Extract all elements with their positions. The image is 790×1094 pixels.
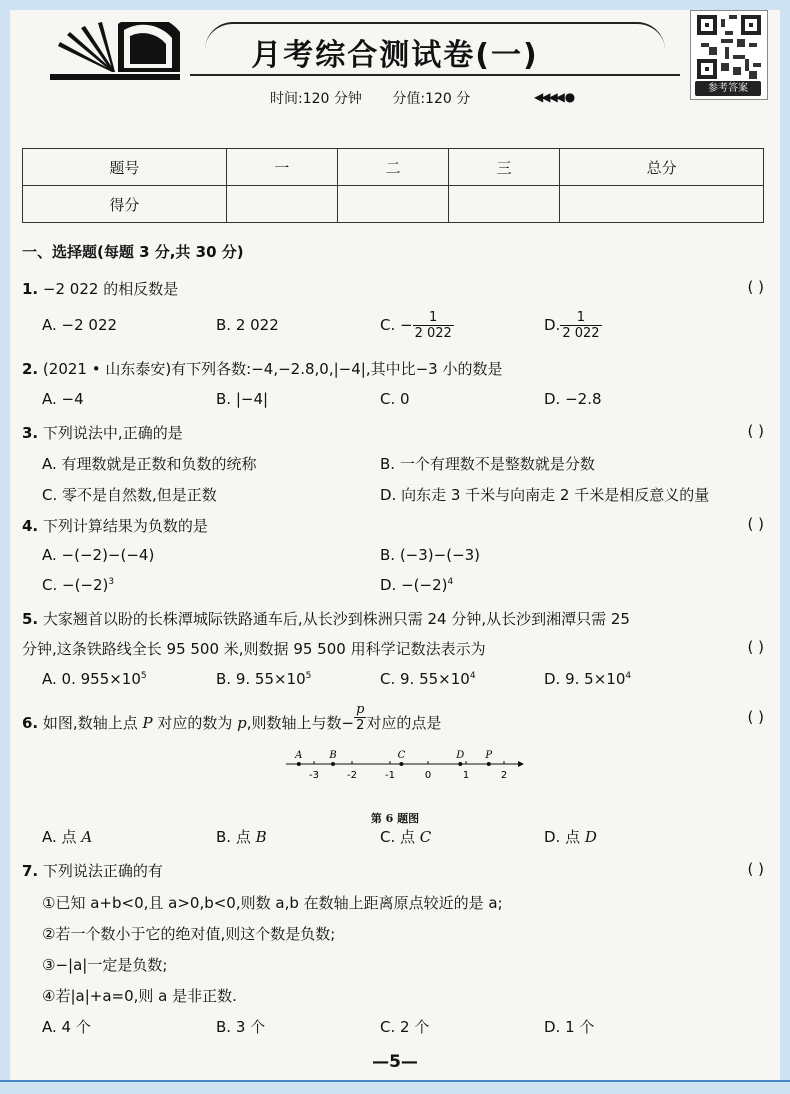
question-number: 7. — [22, 862, 39, 880]
score-table-header: 二 — [337, 149, 448, 186]
option-d[interactable]: D. −2.8 — [544, 390, 602, 408]
answer-blank[interactable]: ( ) — [747, 422, 764, 440]
fraction — [354, 702, 366, 733]
question-stem: ,则数轴上与数− — [246, 714, 355, 732]
question-4 — [22, 515, 768, 539]
page-title: 月考综合测试卷(一) — [251, 38, 539, 73]
score-cell[interactable] — [337, 186, 448, 223]
exponent: 4 — [447, 577, 454, 587]
question-4-options-row2 — [22, 576, 768, 600]
number-line-figure — [286, 748, 526, 788]
fraction-numerator: p — [356, 702, 365, 717]
option-b[interactable] — [216, 670, 311, 688]
page-frame-left — [0, 0, 10, 1094]
qr-label: 参考答案 — [695, 81, 761, 96]
axis-tick-label: 0 — [424, 770, 432, 781]
question-stem: (2021 • 山东泰安)有下列各数:−4,−2.8,0,|−4|,其中比−3 小的数是 — [42, 360, 503, 378]
fraction — [560, 310, 601, 341]
fraction-denominator: 2 022 — [414, 326, 452, 341]
score-table — [22, 148, 764, 223]
axis-point-label: D — [456, 750, 465, 761]
statement-4: ④若|a|+a=0,则 a 是非正数. — [42, 987, 237, 1005]
option-c[interactable] — [380, 670, 476, 688]
option-b[interactable]: B. 2 022 — [216, 316, 279, 334]
var-p-upper: P — [142, 714, 153, 732]
question-3-options-row2 — [22, 484, 768, 508]
score-cell[interactable] — [449, 186, 560, 223]
question-6 — [22, 702, 768, 738]
option-c[interactable] — [380, 310, 454, 341]
option-d[interactable] — [380, 576, 453, 594]
axis-tick-label: 1 — [462, 770, 470, 781]
question-5-options — [22, 670, 768, 694]
axis-arrow-icon — [518, 761, 524, 767]
exponent: 4 — [469, 671, 476, 681]
score-cell[interactable] — [560, 186, 764, 223]
qr-code-icon — [697, 15, 761, 79]
option-c[interactable]: C. 零不是自然数,但是正数 — [42, 486, 217, 504]
option-b[interactable] — [216, 826, 267, 847]
option-a[interactable] — [42, 826, 92, 847]
option-c-text: C. 9. 55×10 — [380, 670, 470, 688]
answer-qr-box[interactable] — [690, 10, 768, 100]
question-1 — [22, 278, 768, 302]
page-frame-right — [780, 0, 790, 1094]
question-stem-cont: 分钟,这条铁路线全长 95 500 米,则数据 95 500 用科学记数法表示为 — [22, 640, 486, 658]
question-number: 4. — [22, 517, 39, 535]
fraction-denominator: 2 — [356, 718, 365, 733]
option-b-text: B. 9. 55×10 — [216, 670, 306, 688]
option-c[interactable]: C. 0 — [380, 390, 410, 408]
statement-1: ①已知 a+b<0,且 a>0,b<0,则数 a,b 在数轴上距离原点较近的是 a; — [42, 894, 503, 912]
option-a[interactable]: A. −(−2)−(−4) — [42, 546, 155, 564]
score-table-header: 一 — [226, 149, 337, 186]
axis-point — [297, 762, 301, 766]
option-b[interactable]: B. (−3)−(−3) — [380, 546, 481, 564]
axis-point — [399, 762, 403, 766]
score-table-header: 三 — [449, 149, 560, 186]
time-limit: 时间:120 分钟 — [270, 91, 362, 107]
option-c[interactable] — [42, 576, 114, 594]
score-cell[interactable] — [226, 186, 337, 223]
axis-point — [331, 762, 335, 766]
arrow-decoration-icon: ◀◀◀◀ ● — [534, 90, 574, 104]
question-number: 1. — [22, 280, 39, 298]
question-3 — [22, 422, 768, 446]
total-score: 分值:120 分 — [392, 91, 471, 107]
title-underline — [190, 74, 680, 76]
option-d[interactable] — [544, 826, 597, 847]
exponent: 5 — [305, 671, 312, 681]
question-number: 5. — [22, 610, 39, 628]
question-stem: 下列说法中,正确的是 — [42, 424, 183, 442]
section-heading: 一、选择题(每题 3 分,共 30 分) — [22, 243, 244, 261]
axis-tick-label: -2 — [347, 770, 357, 781]
score-table-header: 题号 — [23, 149, 227, 186]
question-stem: −2 022 的相反数是 — [42, 280, 179, 298]
option-a-var: A — [81, 828, 93, 846]
question-stem: 对应的点是 — [366, 714, 442, 732]
option-b[interactable]: B. 一个有理数不是整数就是分数 — [380, 455, 595, 473]
axis-tick-label: -3 — [309, 770, 319, 781]
question-number: 6. — [22, 714, 39, 732]
option-d-prefix: D. — [544, 316, 561, 334]
question-4-options-row1 — [22, 546, 768, 570]
question-stem: 下列说法正确的有 — [42, 862, 163, 880]
option-d[interactable] — [544, 670, 631, 688]
axis-point — [458, 762, 462, 766]
question-5 — [22, 608, 768, 632]
score-table-header-row — [23, 149, 764, 186]
axis-point-label: C — [397, 750, 406, 761]
option-d-text: D. 9. 5×10 — [544, 670, 626, 688]
answer-blank[interactable]: ( ) — [747, 278, 764, 296]
exponent: 4 — [625, 671, 632, 681]
question-6-options — [22, 826, 768, 850]
axis-point-label: B — [329, 750, 337, 761]
statement-3: ③−|a|一定是负数; — [42, 956, 168, 974]
question-2-options — [22, 390, 768, 414]
fraction — [413, 310, 454, 341]
answer-blank[interactable]: ( ) — [747, 860, 764, 878]
question-stem: 对应的数为 — [152, 714, 238, 732]
exam-meta — [270, 88, 496, 108]
page-frame-top — [0, 0, 790, 10]
axis-point-label: P — [485, 750, 493, 761]
score-table-row — [23, 186, 764, 223]
answer-blank[interactable]: ( ) — [747, 708, 764, 726]
figure-caption: 第 6 题图 — [370, 812, 420, 825]
option-d[interactable]: D. 1 个 — [544, 1018, 595, 1036]
option-d[interactable]: D. 向东走 3 千米与向南走 2 千米是相反意义的量 — [380, 486, 710, 504]
question-stem: 大家翘首以盼的长株潭城际铁路通车后,从长沙到株洲只需 24 分钟,从长沙到湘潭只需 25 — [42, 610, 630, 628]
var-p: p — [237, 714, 247, 732]
question-stem: 如图,数轴上点 — [42, 714, 143, 732]
question-number: 3. — [22, 424, 39, 442]
option-c-text: C. −(−2) — [42, 576, 109, 594]
fraction-numerator: 1 — [413, 310, 454, 326]
option-d[interactable] — [544, 310, 602, 341]
option-c-text: C. 点 — [380, 828, 420, 846]
page-frame-bottom — [0, 1080, 790, 1094]
option-a[interactable]: A. 有理数就是正数和负数的统称 — [42, 455, 257, 473]
question-3-options-row1 — [22, 453, 768, 477]
answer-blank[interactable]: ( ) — [747, 515, 764, 533]
question-stem: 下列计算结果为负数的是 — [42, 517, 208, 535]
option-d-text: D. −(−2) — [380, 576, 448, 594]
score-row-label: 得分 — [23, 186, 227, 223]
option-b[interactable]: B. 3 个 — [216, 1018, 266, 1036]
option-a-text: A. 点 — [42, 828, 82, 846]
page-number: —5— — [372, 1052, 418, 1072]
statement-2: ②若一个数小于它的绝对值,则这个数是负数; — [42, 925, 336, 943]
question-7 — [22, 860, 768, 884]
option-c[interactable] — [380, 826, 431, 847]
fraction-numerator: 1 — [560, 310, 601, 326]
option-c-var: C — [419, 828, 432, 846]
option-b[interactable]: B. |−4| — [216, 390, 269, 408]
option-a[interactable]: A. −4 — [42, 390, 84, 408]
option-d-var: D — [584, 828, 597, 846]
option-a[interactable] — [42, 670, 147, 688]
option-c[interactable]: C. 2 个 — [380, 1018, 430, 1036]
option-a[interactable]: A. 4 个 — [42, 1018, 91, 1036]
score-table-header: 总分 — [560, 149, 764, 186]
option-c-prefix: C. − — [380, 316, 413, 334]
option-b-var: B — [255, 828, 267, 846]
option-b-text: B. 点 — [216, 828, 256, 846]
answer-blank[interactable]: ( ) — [747, 638, 764, 656]
question-5-cont — [22, 638, 768, 662]
question-number: 2. — [22, 360, 39, 378]
question-7-options — [22, 1016, 768, 1040]
fraction-denominator: 2 022 — [562, 326, 600, 341]
exponent: 5 — [140, 671, 147, 681]
question-1-options — [22, 310, 768, 346]
question-2 — [22, 358, 768, 382]
option-a-text: A. 0. 955×10 — [42, 670, 141, 688]
axis-tick-label: 2 — [500, 770, 508, 781]
axis-point — [487, 762, 491, 766]
option-a[interactable]: A. −2 022 — [42, 316, 118, 334]
axis-tick-label: -1 — [385, 770, 395, 781]
axis-point-label: A — [295, 750, 303, 761]
option-d-text: D. 点 — [544, 828, 585, 846]
exponent: 3 — [108, 577, 115, 587]
